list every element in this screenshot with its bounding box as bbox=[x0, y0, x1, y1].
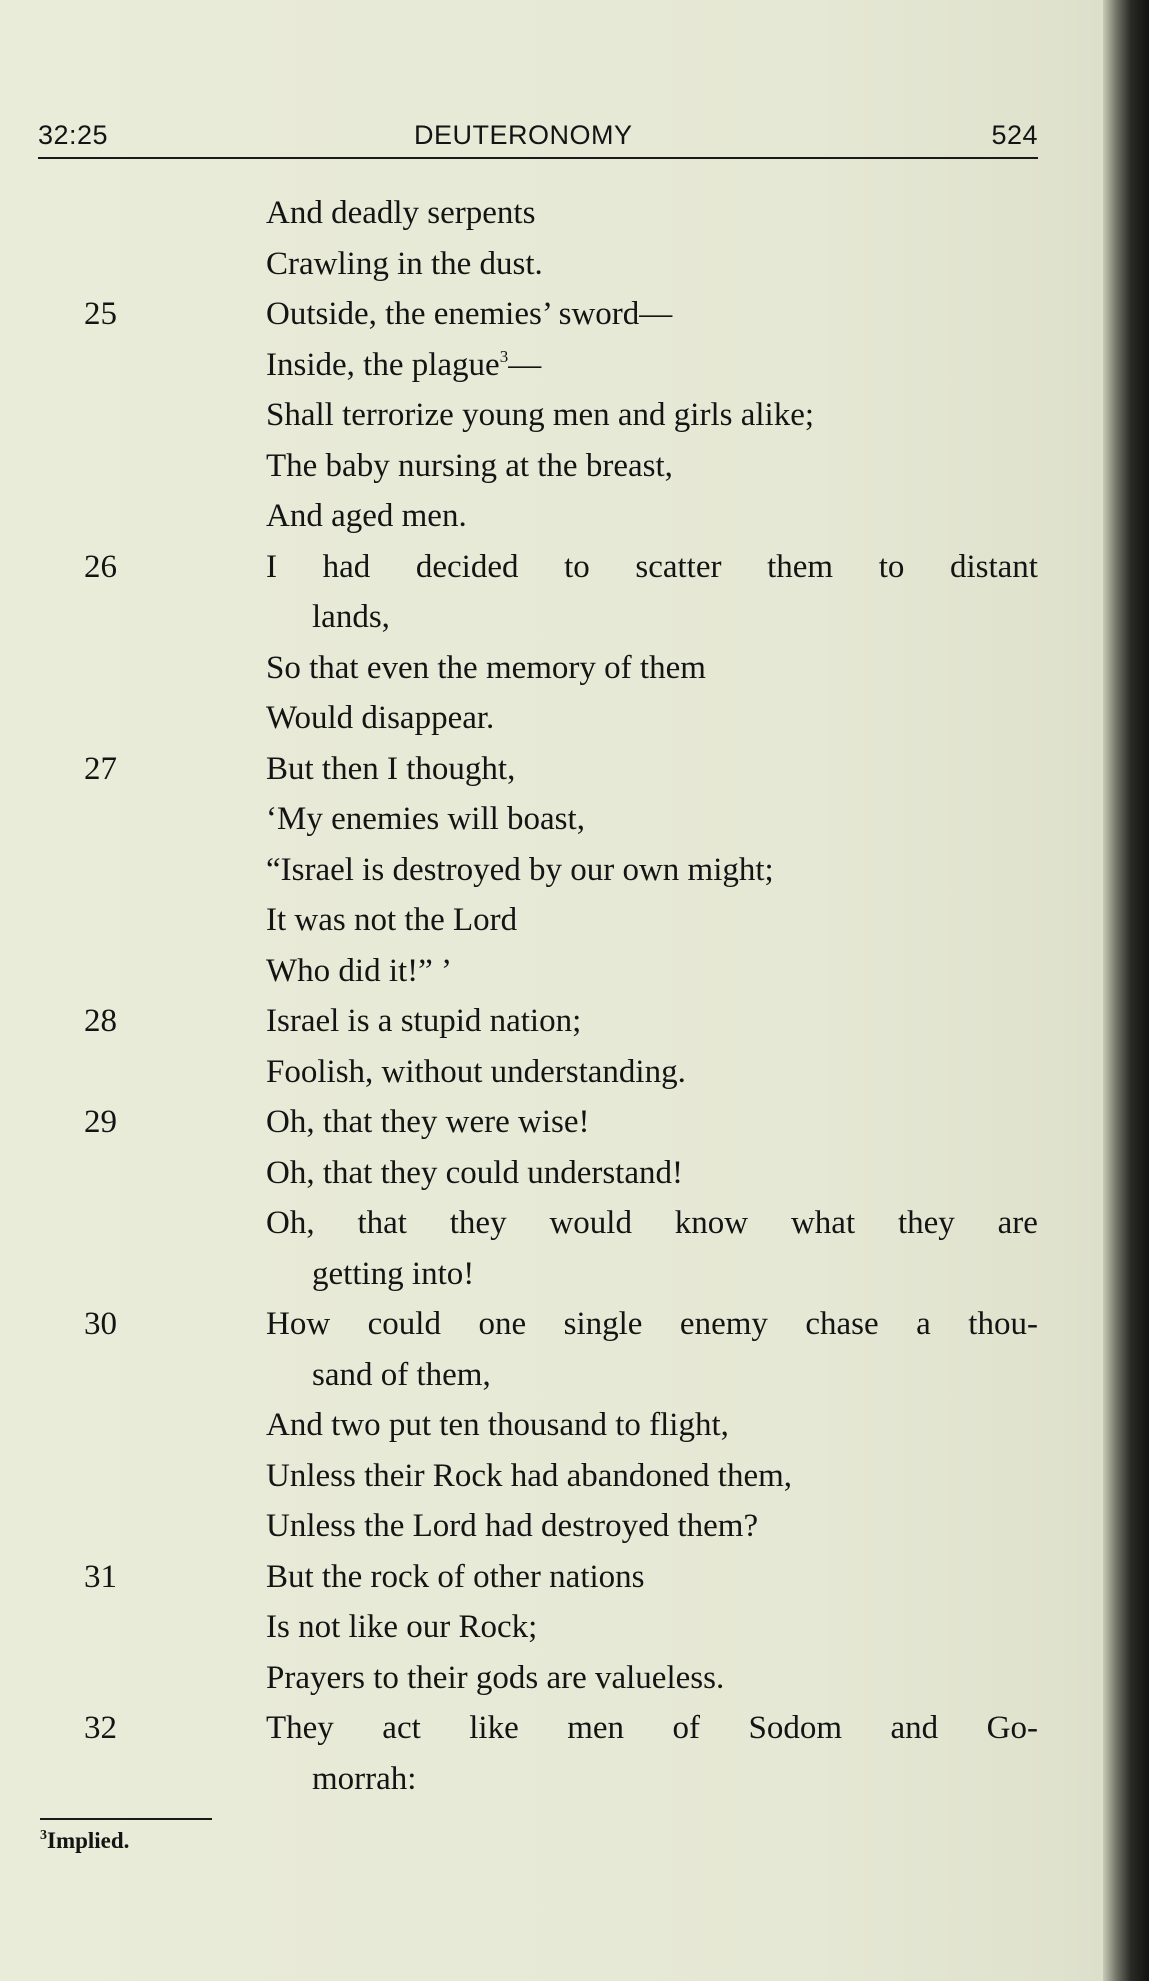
line-text bbox=[266, 542, 1038, 593]
word: to bbox=[878, 548, 905, 585]
word: to bbox=[564, 548, 590, 585]
line-text: getting into! bbox=[312, 1255, 475, 1292]
poem-line bbox=[0, 1602, 1060, 1653]
verse-number: 26 bbox=[84, 548, 117, 585]
poem-line bbox=[0, 1703, 1060, 1754]
verse-number: 31 bbox=[84, 1558, 117, 1595]
book-title: DEUTERONOMY bbox=[414, 120, 633, 150]
line-text: And deadly serpents bbox=[266, 195, 536, 231]
header-rule bbox=[38, 157, 1038, 159]
line-text: And aged men. bbox=[266, 498, 467, 534]
word: decided bbox=[415, 548, 519, 585]
poem-line bbox=[0, 1047, 1060, 1098]
line-text: ‘My enemies will boast, bbox=[266, 801, 585, 837]
word: them bbox=[767, 548, 834, 585]
poem-line bbox=[0, 693, 1060, 744]
poem-line bbox=[0, 1148, 1060, 1199]
line-text bbox=[266, 340, 1038, 391]
verse-number: 27 bbox=[84, 750, 117, 787]
poem-line bbox=[0, 1299, 1060, 1350]
word: one bbox=[478, 1306, 527, 1342]
line-text: Would disappear. bbox=[266, 700, 495, 736]
line-text: Foolish, without understanding. bbox=[266, 1053, 686, 1090]
verse-number: 25 bbox=[84, 296, 117, 332]
footnote-reference: 3 bbox=[499, 346, 509, 366]
line-text: Prayers to their gods are valueless. bbox=[266, 1659, 725, 1696]
line-text: Unless their Rock had abandoned them, bbox=[266, 1457, 793, 1494]
verse-number: 29 bbox=[84, 1104, 117, 1140]
word: they bbox=[897, 1205, 955, 1241]
word: scatter bbox=[635, 548, 722, 585]
poem-line bbox=[0, 239, 1060, 290]
word: Sodom bbox=[748, 1710, 843, 1746]
word: of bbox=[672, 1710, 701, 1746]
chapter-verse-reference: 32:25 bbox=[38, 120, 109, 150]
word: that bbox=[357, 1205, 407, 1241]
line-text: So that even the memory of them bbox=[266, 649, 706, 686]
poem-line bbox=[0, 1198, 1060, 1249]
word: what bbox=[790, 1205, 856, 1241]
line-text: Crawling in the dust. bbox=[266, 245, 543, 282]
poem-line bbox=[0, 895, 1060, 946]
line-text-before-note: Inside, the plague bbox=[266, 346, 500, 383]
poem-line bbox=[0, 1350, 1060, 1401]
poem-line bbox=[0, 643, 1060, 694]
footnote-rule bbox=[40, 1818, 212, 1820]
footnote-text: Implied. bbox=[47, 1828, 130, 1853]
line-text: Oh, that they could understand! bbox=[266, 1154, 683, 1191]
poem-line bbox=[0, 289, 1060, 340]
poem-line bbox=[0, 491, 1060, 542]
word: enemy bbox=[679, 1306, 768, 1342]
poem-line bbox=[0, 1754, 1060, 1805]
word: How bbox=[266, 1306, 331, 1342]
line-text bbox=[266, 1198, 1038, 1249]
page-number: 524 bbox=[991, 120, 1038, 150]
word: They bbox=[266, 1710, 334, 1746]
word: I bbox=[266, 548, 277, 585]
footnote-marker: 3 bbox=[40, 1828, 47, 1843]
poem-line bbox=[0, 542, 1060, 593]
verse-number: 32 bbox=[84, 1710, 117, 1746]
poem-line bbox=[0, 1249, 1060, 1300]
poem-line bbox=[0, 340, 1060, 391]
word: men bbox=[567, 1710, 625, 1746]
poem-line bbox=[0, 1451, 1060, 1502]
page-binding-shadow bbox=[1103, 0, 1149, 1981]
word: distant bbox=[949, 548, 1038, 585]
line-text: It was not the Lord bbox=[266, 902, 518, 938]
line-text: The baby nursing at the breast, bbox=[266, 447, 673, 484]
poem-line bbox=[0, 744, 1060, 795]
line-text: Israel is a stupid nation; bbox=[266, 1003, 582, 1039]
poem-line bbox=[0, 441, 1060, 492]
poem-line bbox=[0, 996, 1060, 1047]
line-text: But then I thought, bbox=[266, 750, 516, 787]
line-text bbox=[266, 1703, 1038, 1754]
poem-line bbox=[0, 845, 1060, 896]
poem-text bbox=[0, 188, 1060, 1804]
word: are bbox=[997, 1205, 1038, 1241]
line-text: And two put ten thousand to flight, bbox=[266, 1407, 729, 1443]
line-text: Who did it!” ’ bbox=[266, 952, 453, 989]
line-text: Shall terrorize young men and girls alike; bbox=[266, 397, 815, 433]
poem-line bbox=[0, 188, 1060, 239]
verse-number: 28 bbox=[84, 1003, 117, 1039]
word: single bbox=[563, 1306, 643, 1342]
word: could bbox=[367, 1306, 441, 1342]
poem-line bbox=[0, 390, 1060, 441]
word: like bbox=[469, 1710, 519, 1746]
footnote bbox=[40, 1828, 129, 1854]
poem-line bbox=[0, 1552, 1060, 1603]
poem-line bbox=[0, 794, 1060, 845]
line-text: lands, bbox=[312, 599, 390, 635]
poem-line bbox=[0, 592, 1060, 643]
running-header bbox=[38, 120, 1038, 160]
line-text: Is not like our Rock; bbox=[266, 1609, 538, 1645]
poem-line bbox=[0, 1501, 1060, 1552]
word: know bbox=[674, 1205, 749, 1241]
word: a bbox=[916, 1306, 931, 1342]
line-text: “Israel is destroyed by our own might; bbox=[266, 851, 774, 888]
verse-number: 30 bbox=[84, 1306, 117, 1342]
line-text: morrah: bbox=[312, 1760, 417, 1797]
word: chase bbox=[805, 1306, 879, 1342]
word: would bbox=[549, 1205, 632, 1241]
line-text-after-note: — bbox=[508, 346, 542, 383]
word: Go- bbox=[986, 1710, 1038, 1746]
poem-line bbox=[0, 1653, 1060, 1704]
word: act bbox=[382, 1710, 421, 1746]
word: they bbox=[449, 1205, 507, 1241]
poem-line bbox=[0, 1097, 1060, 1148]
word: thou- bbox=[968, 1306, 1038, 1342]
line-text: Unless the Lord had destroyed them? bbox=[266, 1508, 759, 1544]
poem-line bbox=[0, 1400, 1060, 1451]
line-text bbox=[266, 1299, 1038, 1350]
word: had bbox=[322, 548, 371, 585]
line-text: Oh, that they were wise! bbox=[266, 1104, 590, 1140]
word: Oh, bbox=[266, 1205, 315, 1241]
line-text: sand of them, bbox=[312, 1356, 491, 1393]
poem-line bbox=[0, 946, 1060, 997]
line-text: But the rock of other nations bbox=[266, 1558, 645, 1595]
word: and bbox=[890, 1710, 939, 1746]
line-text: Outside, the enemies’ sword— bbox=[266, 296, 673, 332]
